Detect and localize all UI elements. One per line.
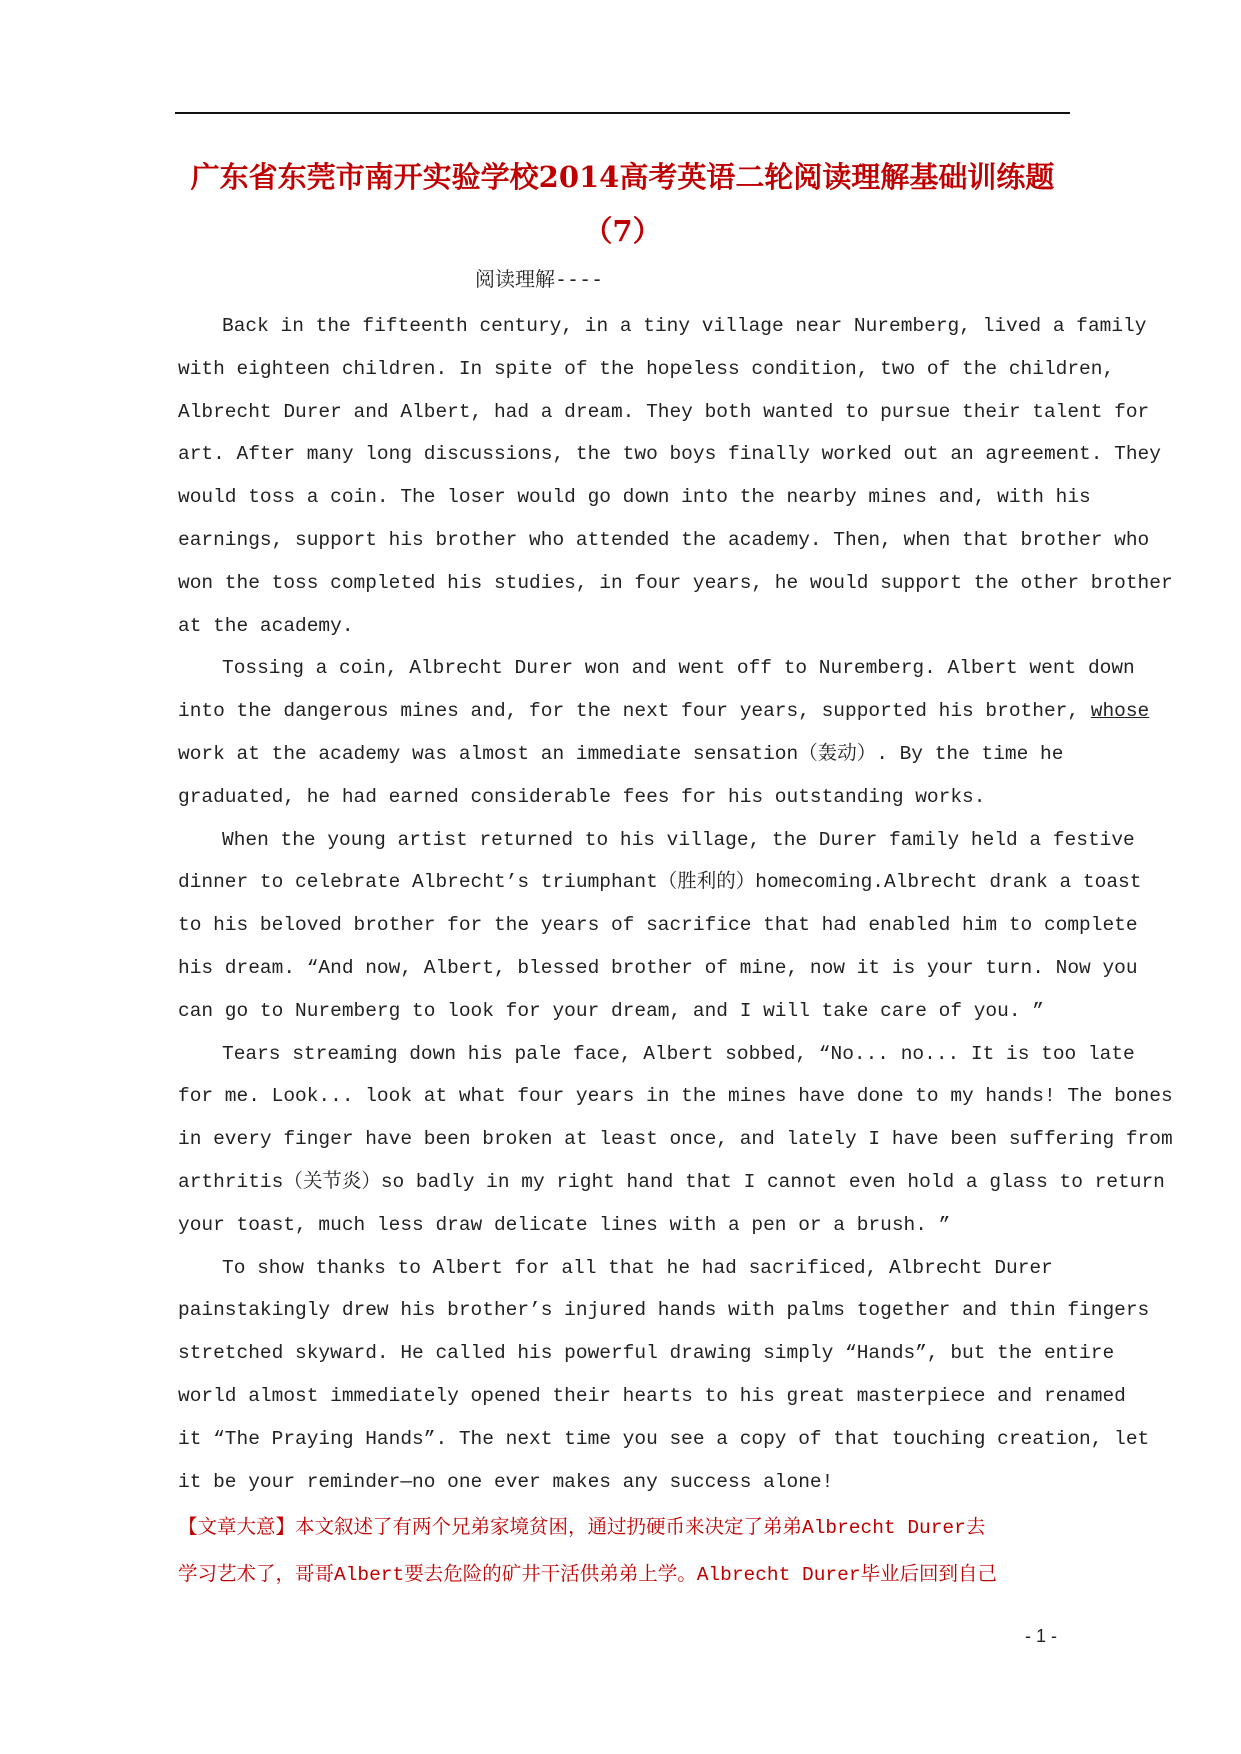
paragraph-line: To show thanks to Albert for all that he had sacrificed, Albrecht Durer [222, 1256, 1053, 1279]
paragraph-line: to his beloved brother for the years of sacrifice that had enabled him to complete [178, 914, 1138, 937]
paragraph-line: arthritis（关节炎）so badly in my right hand that I cannot even hold a glass to return [178, 1170, 1165, 1193]
paragraph-4 [178, 1033, 1173, 1247]
paragraph-line: graduated, he had earned considerable fees for his outstanding works. [178, 785, 986, 808]
paragraph-line: When the young artist returned to his village, the Durer family held a festive [222, 828, 1135, 851]
paragraph-2 [178, 647, 1150, 818]
paragraph-line: art. After many long discussions, the two boys finally worked out an agreement. They [178, 443, 1161, 466]
paragraph-line: earnings, support his brother who attended the academy. Then, when that brother who [178, 528, 1150, 551]
summary-block [178, 1503, 1133, 1597]
page-number: - 1 - [1025, 1626, 1058, 1646]
paragraph-line: can go to Nuremberg to look for your dream, and I will take care of you. ” [178, 999, 1044, 1022]
paragraph-line: it be your reminder—no one ever makes any success alone! [178, 1470, 834, 1493]
paragraph-5 [178, 1247, 1150, 1504]
summary-line: 【文章大意】本文叙述了有两个兄弟家境贫困，通过扔硬币来决定了弟弟Albrecht Durer去 [178, 1517, 986, 1540]
underlined-word: whose [1090, 700, 1150, 723]
paragraph-line: it “The Praying Hands”. The next time you see a copy of that touching creation, let [178, 1427, 1150, 1450]
paragraph-line-with-underline [178, 690, 1150, 733]
paragraph-line: your toast, much less draw delicate lines with a pen or a brush. ” [178, 1213, 951, 1236]
paragraph-line: Albrecht Durer and Albert, had a dream. They both wanted to pursue their talent for [178, 400, 1150, 423]
title-line-2: （7） [583, 214, 662, 248]
paragraph-line: for me. Look... look at what four years in the mines have done to my hands! The bones [178, 1085, 1173, 1108]
header-rule [175, 112, 1070, 114]
paragraph-line: stretched skyward. He called his powerful drawing simply “Hands”, but the entire [178, 1342, 1115, 1365]
paragraph-line: world almost immediately opened their hearts to his great masterpiece and renamed [178, 1384, 1126, 1407]
paragraph-line: painstakingly drew his brother’s injured hands with palms together and thin fingers [178, 1299, 1150, 1322]
page-title [160, 150, 1085, 258]
summary-line: 学习艺术了，哥哥Albert要去危险的矿井干活供弟弟上学。Albrecht Durer毕业后回到自己 [178, 1564, 998, 1587]
paragraph-line: won the toss completed his studies, in four years, he would support the other brother [178, 571, 1173, 594]
section-label: 阅读理解---- [475, 267, 604, 291]
paragraph-1 [178, 305, 1173, 647]
title-line-1: 广东省东莞市南开实验学校2014高考英语二轮阅读理解基础训练题 [190, 160, 1055, 194]
paragraph-line: into the dangerous mines and, for the next four years, supported his brother, [178, 700, 1080, 723]
passage [178, 305, 1173, 1597]
paragraph-line: in every finger have been broken at least once, and lately I have been suffering from [178, 1128, 1173, 1151]
paragraph-line: at the academy. [178, 614, 354, 637]
paragraph-3 [178, 819, 1142, 1033]
paragraph-line: his dream. “And now, Albert, blessed brother of mine, now it is your turn. Now you [178, 956, 1138, 979]
paragraph-line: Tossing a coin, Albrecht Durer won and went off to Nuremberg. Albert went down [222, 657, 1135, 680]
paragraph-line: with eighteen children. In spite of the hopeless condition, two of the children, [178, 357, 1115, 380]
paragraph-line: Back in the fifteenth century, in a tiny village near Nuremberg, lived a family [222, 315, 1147, 337]
paragraph-line: dinner to celebrate Albrecht’s triumphant（胜利的）homecoming.Albrecht drank a toast [178, 871, 1142, 894]
paragraph-line: Tears streaming down his pale face, Albert sobbed, “No... no... It is too late [222, 1042, 1135, 1065]
paragraph-line: would toss a coin. The loser would go down into the nearby mines and, with his [178, 486, 1091, 509]
paragraph-line: work at the academy was almost an immediate sensation（轰动）. By the time he [178, 742, 1064, 765]
